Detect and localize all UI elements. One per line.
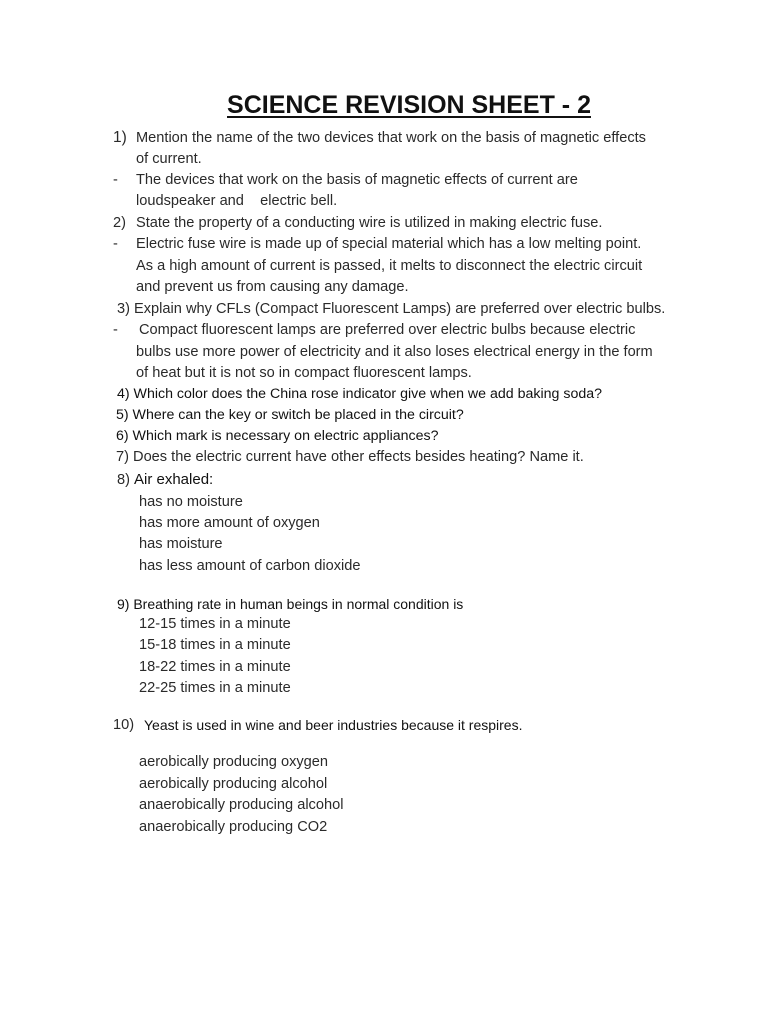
answer-2-line-2: As a high amount of current is passed, it melts to disconnect the electric circuit bbox=[136, 258, 643, 274]
answer-2-dash: - bbox=[113, 236, 118, 252]
question-9-option-a: 12-15 times in a minute bbox=[139, 616, 291, 632]
question-1-line-2: of current. bbox=[136, 151, 202, 167]
answer-3-dash: - bbox=[113, 322, 118, 338]
answer-1-line-1: The devices that work on the basis of magnetic effects of current are bbox=[136, 172, 578, 188]
answer-2-line-3: and prevent us from causing any damage. bbox=[136, 279, 409, 295]
question-8-option-b: has more amount of oxygen bbox=[139, 515, 320, 531]
question-10-option-b: aerobically producing alcohol bbox=[139, 776, 328, 792]
question-10-text: Yeast is used in wine and beer industries because it respires. bbox=[144, 717, 523, 733]
question-2-number: 2) bbox=[113, 215, 126, 231]
question-8-option-d: has less amount of carbon dioxide bbox=[139, 558, 361, 574]
question-1-number: 1) bbox=[113, 129, 127, 146]
question-10-option-c: anaerobically producing alcohol bbox=[139, 797, 344, 813]
page-title: SCIENCE REVISION SHEET - 2 bbox=[227, 91, 591, 119]
question-8-option-a: has no moisture bbox=[139, 494, 243, 510]
question-5: 5) Where can the key or switch be placed in the circuit? bbox=[116, 407, 464, 423]
question-10-option-a: aerobically producing oxygen bbox=[139, 754, 329, 770]
question-10-number: 10) bbox=[113, 717, 135, 733]
question-9-option-d: 22-25 times in a minute bbox=[139, 680, 291, 696]
question-6: 6) Which mark is necessary on electric appliances? bbox=[116, 428, 439, 444]
answer-1-dash: - bbox=[113, 172, 118, 188]
question-7: 7) Does the electric current have other effects besides heating? Name it. bbox=[116, 449, 584, 465]
question-8-number: 8) bbox=[117, 472, 130, 488]
question-8-text: Air exhaled: bbox=[134, 471, 214, 488]
question-2-line: State the property of a conducting wire is utilized in making electric fuse. bbox=[136, 215, 603, 231]
answer-1-line-2: loudspeaker and electric bell. bbox=[136, 193, 338, 209]
question-1-line-1: Mention the name of the two devices that work on the basis of magnetic effects bbox=[136, 130, 646, 146]
question-9-text: 9) Breathing rate in human beings in normal condition is bbox=[117, 596, 464, 612]
answer-3-line-2: bulbs use more power of electricity and it also loses electrical energy in the form bbox=[136, 344, 653, 360]
question-9-option-c: 18-22 times in a minute bbox=[139, 659, 291, 675]
question-9-option-b: 15-18 times in a minute bbox=[139, 637, 291, 653]
question-8-option-c: has moisture bbox=[139, 536, 223, 552]
question-10-option-d: anaerobically producing CO2 bbox=[139, 819, 328, 835]
answer-2-line-1: Electric fuse wire is made up of special material which has a low melting point. bbox=[136, 236, 642, 252]
question-4: 4) Which color does the China rose indicator give when we add baking soda? bbox=[117, 386, 603, 402]
answer-3-line-3: of heat but it is not so in compact fluorescent lamps. bbox=[136, 365, 472, 381]
answer-3-line-1: Compact fluorescent lamps are preferred over electric bulbs because electric bbox=[139, 322, 636, 338]
question-3-line: 3) Explain why CFLs (Compact Fluorescent Lamps) are preferred over electric bulbs. bbox=[117, 301, 666, 317]
